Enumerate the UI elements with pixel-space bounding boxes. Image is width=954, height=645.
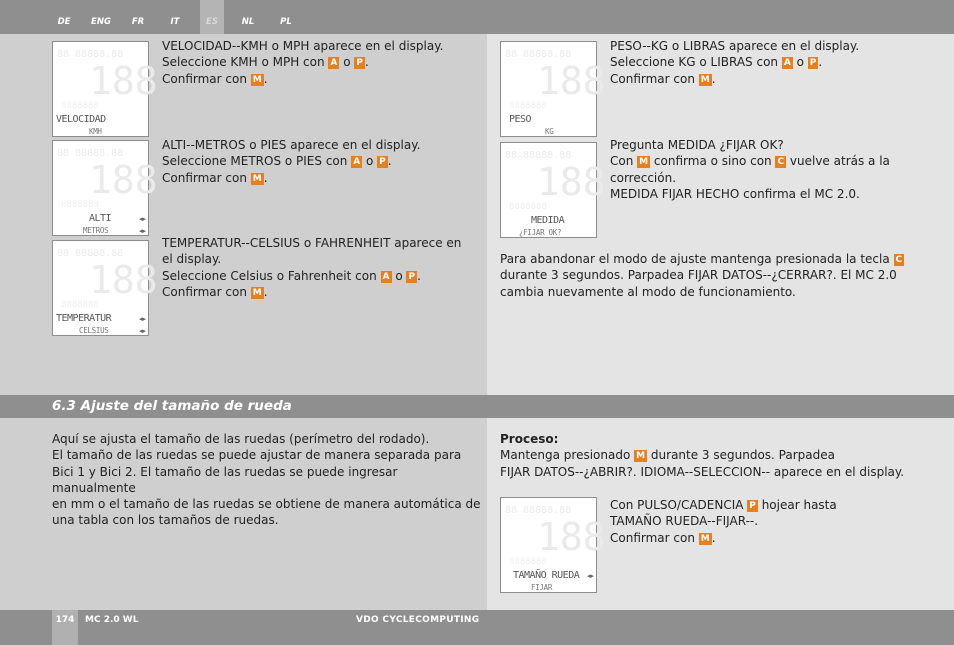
- lcd-alti: [52, 140, 158, 236]
- lcd-line-2: ¿FIJAR OK?: [519, 228, 562, 237]
- key-m-icon: M: [252, 173, 262, 184]
- lang-it[interactable]: IT: [170, 17, 180, 27]
- key-m-icon: M: [700, 74, 710, 85]
- lcd-line-2: KG: [545, 127, 554, 136]
- pulso-line-3: Confirmar con M .: [610, 530, 716, 545]
- svg-text:188: 188: [89, 158, 158, 202]
- medida-line-1: Pregunta MEDIDA ¿FIJAR OK?: [610, 138, 784, 152]
- lcd-line-1: ALTI: [89, 213, 112, 224]
- key-a-icon: A: [353, 157, 361, 168]
- velocidad-text: [162, 38, 482, 87]
- page-number: 174: [52, 610, 78, 645]
- peso-line-1: PESO--KG o LIBRAS aparece en el display.: [610, 39, 860, 53]
- pulso-line-1: Con PULSO/CADENCIA P hojear hasta: [610, 498, 837, 512]
- svg-text:8888888: 8888888: [61, 200, 99, 210]
- lcd-line-1: PESO: [509, 114, 532, 125]
- key-a-icon: A: [382, 271, 390, 282]
- key-c-icon: C: [777, 157, 785, 168]
- arrow-icon: ◂▸: [138, 327, 146, 335]
- pulso-text: [610, 497, 940, 546]
- svg-text:88 88888.88: 88 88888.88: [57, 148, 124, 159]
- key-p-icon: P: [356, 58, 363, 69]
- exit-line-1: Para abandonar el modo de ajuste mantenga presionada la tecla C: [500, 252, 903, 266]
- medida-line-4: MEDIDA FIJAR HECHO confirma el MC 2.0.: [610, 186, 860, 201]
- svg-text:188: 188: [537, 160, 606, 204]
- key-p-icon: P: [749, 501, 756, 511]
- key-a-icon: A: [330, 58, 338, 69]
- svg-text:8888888: 8888888: [61, 300, 99, 310]
- medida-line-3: corrección.: [610, 170, 677, 185]
- svg-text:188: 188: [537, 59, 606, 103]
- exit-line-3: cambia nuevamente al modo de funcionamiento.: [500, 284, 796, 299]
- proceso-heading: Proceso:: [500, 432, 559, 446]
- language-bar: [0, 0, 954, 34]
- temperatur-line-3: Confirmar con M .: [162, 284, 268, 299]
- arrow-icon: ◂▸: [138, 315, 146, 323]
- lang-pl[interactable]: PL: [280, 17, 292, 27]
- velocidad-line-3: Confirmar con M .: [162, 71, 268, 86]
- lcd-line-1: TEMPERATUR: [56, 313, 112, 324]
- lcd-tamano-rueda: [500, 497, 606, 593]
- temperatur-line-2: Seleccione Celsius o Fahrenheit con A o P .: [162, 268, 421, 283]
- svg-text:188: 188: [537, 515, 606, 559]
- peso-text: [610, 38, 940, 87]
- svg-text:8888888: 8888888: [509, 557, 547, 567]
- lcd-peso: [500, 41, 606, 137]
- lcd-line-1: TAMAÑO RUEDA: [513, 570, 580, 581]
- lang-fr[interactable]: FR: [131, 17, 145, 27]
- alti-line-1: ALTI--METROS o PIES aparece en el display.: [162, 138, 421, 152]
- section-header: [0, 395, 954, 418]
- arrow-icon: ◂▸: [586, 572, 594, 580]
- lang-es[interactable]: ES: [200, 0, 224, 34]
- wheel-line-5: una tabla con los tamaños de ruedas.: [52, 513, 279, 528]
- svg-text:88 88888.88: 88 88888.88: [505, 505, 572, 516]
- key-p-icon: P: [809, 58, 817, 69]
- wheel-intro-text: [52, 431, 482, 529]
- proceso-text: [500, 431, 920, 480]
- key-m-icon: M: [700, 533, 710, 544]
- temperatur-text: [162, 235, 482, 300]
- key-c-icon: C: [895, 255, 903, 265]
- peso-line-2: Seleccione KG o LIBRAS con A o P .: [610, 55, 823, 70]
- section-title: 6.3 Ajuste del tamaño de rueda: [52, 398, 292, 414]
- svg-text:88 88888.88: 88 88888.88: [505, 150, 572, 161]
- medida-line-2: Con M confirma o sino con C vuelve atrás a la: [610, 154, 890, 169]
- alti-line-2: Seleccione METROS o PIES con A o P .: [162, 154, 392, 169]
- wheel-line-1: Aquí se ajusta el tamaño de las ruedas (perímetro del rodado).: [52, 432, 430, 446]
- key-m-icon: M: [252, 287, 262, 298]
- alti-line-3: Confirmar con M .: [162, 170, 268, 185]
- svg-text:8888888: 8888888: [61, 101, 99, 111]
- lang-eng[interactable]: ENG: [91, 17, 111, 27]
- lcd-line-2: CELSIUS: [79, 326, 109, 335]
- footer-brand: VDO CYCLECOMPUTING: [356, 615, 480, 625]
- svg-text:88 88888.88: 88 88888.88: [505, 49, 572, 60]
- svg-text:88 88888.88: 88 88888.88: [57, 49, 124, 60]
- lcd-medida: [500, 142, 606, 238]
- key-p-icon: P: [379, 157, 386, 168]
- svg-text:88 88888.88: 88 88888.88: [57, 248, 124, 259]
- lcd-line-2: KMH: [89, 127, 102, 136]
- key-m-icon: M: [636, 451, 646, 462]
- lcd-line-1: MEDIDA: [531, 215, 565, 226]
- svg-text:188: 188: [89, 59, 158, 103]
- temperatur-line-1: TEMPERATUR--CELSIUS o FAHRENHEIT aparece en: [162, 236, 462, 250]
- pulso-line-2: TAMAÑO RUEDA--FIJAR--.: [610, 514, 759, 529]
- footer: [0, 610, 954, 645]
- key-m-icon: M: [639, 157, 649, 168]
- alti-text: [162, 137, 482, 186]
- proceso-line-1: Mantenga presionado M durante 3 segundos. Parpadea: [500, 448, 835, 463]
- velocidad-line-2: Seleccione KMH o MPH con A o P .: [162, 55, 369, 70]
- proceso-line-2: FIJAR DATOS--¿ABRIR?. IDIOMA--SELECCION-- aparece en el display.: [500, 464, 905, 479]
- lcd-line-2: FIJAR: [531, 583, 553, 592]
- footer-model: MC 2.0 WL: [85, 615, 139, 625]
- key-a-icon: A: [783, 58, 791, 69]
- key-m-icon: M: [252, 74, 262, 85]
- peso-line-3: Confirmar con M .: [610, 71, 716, 86]
- svg-text:8888888: 8888888: [509, 202, 547, 212]
- lang-de[interactable]: DE: [57, 17, 71, 27]
- velocidad-line-1: VELOCIDAD--KMH o MPH aparece en el display.: [162, 39, 444, 53]
- lcd-velocidad: [52, 41, 158, 137]
- svg-text:188: 188: [89, 258, 158, 302]
- medida-text: [610, 137, 945, 202]
- lcd-line-2: METROS: [83, 226, 109, 235]
- svg-text:8888888: 8888888: [509, 101, 547, 111]
- exit-line-2: durante 3 segundos. Parpadea FIJAR DATOS--¿CERRAR?. El MC 2.0: [500, 268, 897, 283]
- exit-text: [500, 251, 920, 300]
- wheel-line-3: Bici 1 y Bici 2. El tamaño de las ruedas se puede ingresar manualmente: [52, 464, 398, 495]
- temperatur-line-1b: el display.: [162, 252, 222, 267]
- lang-nl[interactable]: NL: [241, 17, 255, 27]
- wheel-line-2: El tamaño de las ruedas se puede ajustar de manera separada para: [52, 448, 462, 463]
- lcd-temperatur: [52, 240, 158, 336]
- key-p-icon: P: [408, 271, 416, 282]
- lcd-line-1: VELOCIDAD: [56, 114, 106, 125]
- wheel-line-4: en mm o el tamaño de las ruedas se obtiene de manera automática de: [52, 497, 481, 512]
- arrow-icon: ◂▸: [138, 227, 146, 235]
- arrow-icon: ◂▸: [138, 215, 146, 223]
